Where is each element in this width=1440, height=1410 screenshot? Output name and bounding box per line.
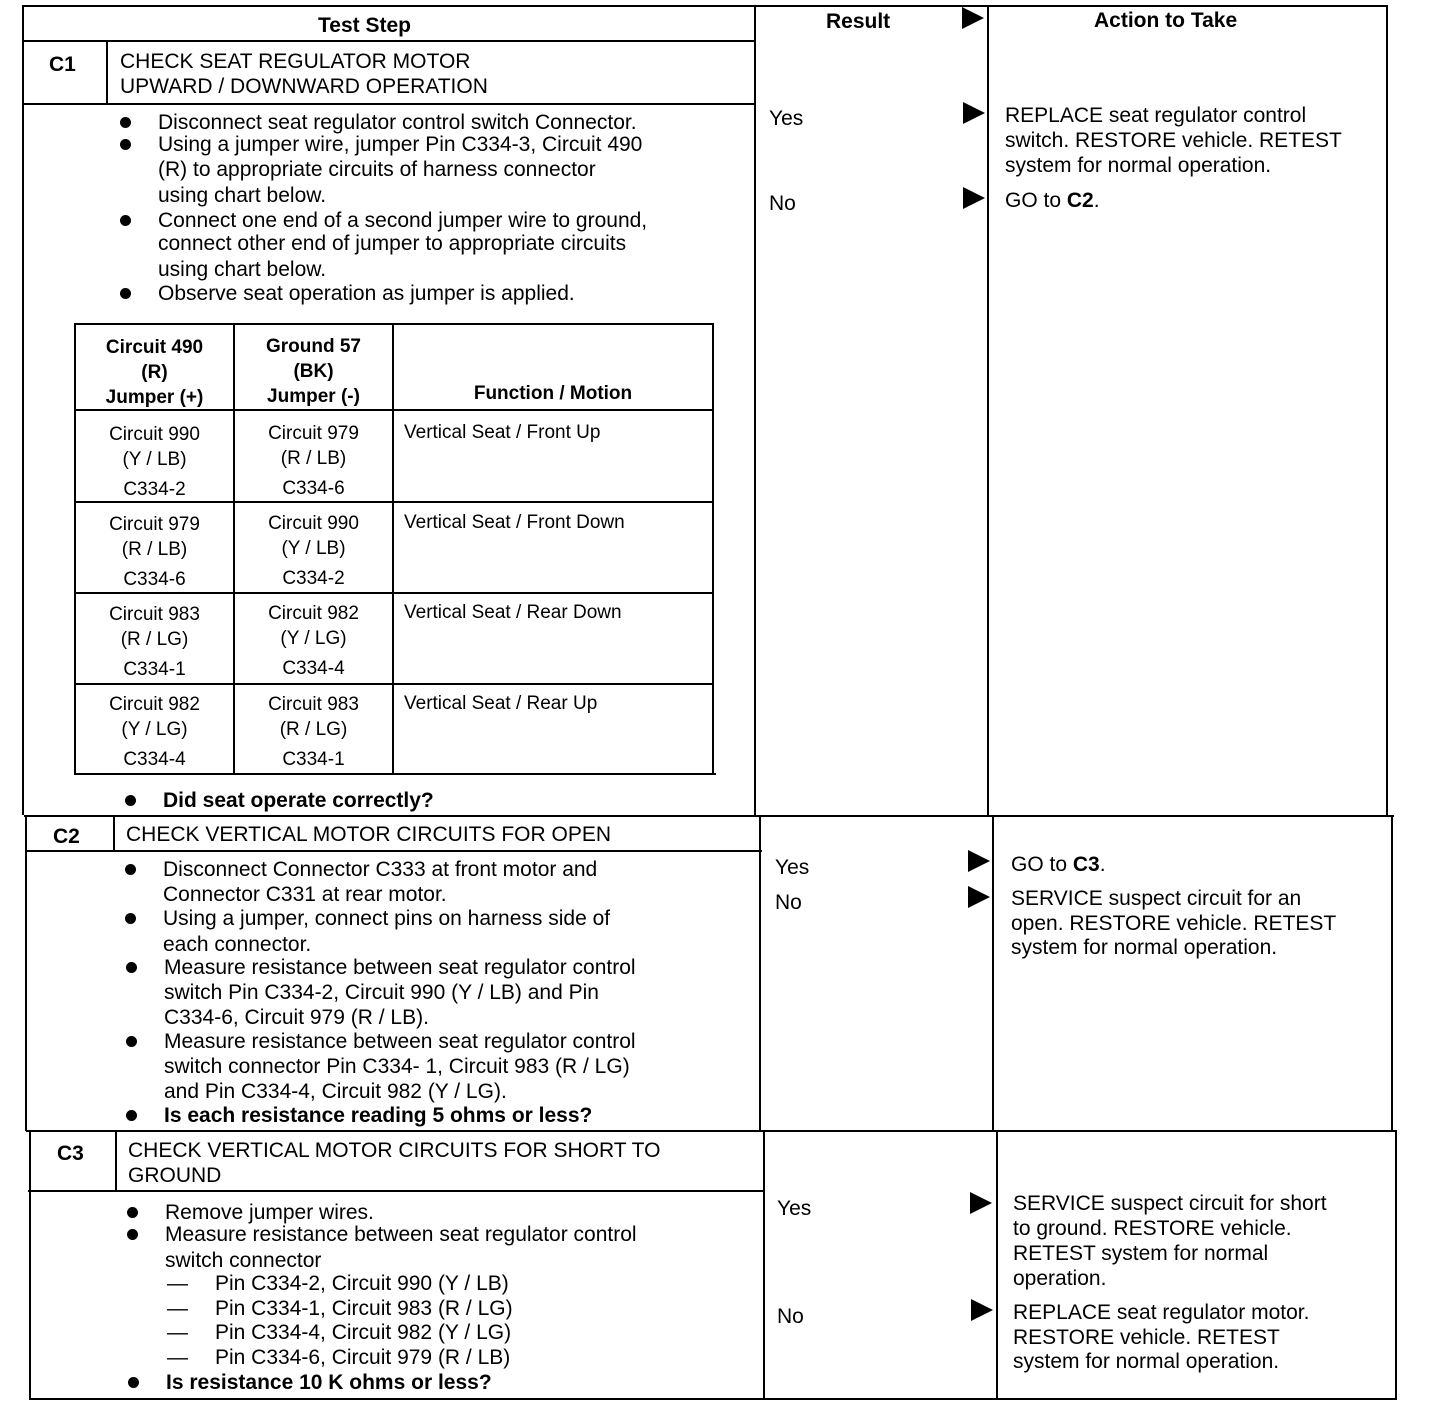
chart-cell-negative: Circuit 990 (Y / LB) C334-2 [268,513,359,589]
chart-header-positive: Circuit 490 (R) Jumper (+) [105,337,204,408]
step-title-c1: CHECK SEAT REGULATOR MOTOR [120,50,471,73]
bullet-icon [120,288,131,299]
bullet-icon [127,1229,138,1240]
diagnostic-test-page: Test Step Result Action to Take C1 CHECK SEAT REGULATOR MOTOR UPWARD / DOWNWARD OPERATION Disconnect seat regulator control switch Connector. Using a jumper wire, jumper Pin C334-3, Circuit 490 (R) to appropriate circuits of harness connector using chart below. Connect one end of a second jumper wire to ground, connect other end of jumper to appropriate circuits using chart below. Observe seat operation as jumper is applied. Circuit 490 (R) Jumper (+) Ground 57 (BK) Jumper (-) Function / Motion Circuit 990 (Y / LB) C334-2 Circuit 979 (R / LB) C334-6 Vertical Seat / Front Up Circuit 979 (R / LB) C334-6 Circuit 990 (Y / LB) C334-2 Vertical Seat / Front Down Circuit 983 (R / LG) C334-1 Circuit 982 (Y / LG) C334-4 Vertical Seat / Rear Down Circuit 982 (Y / LG) C334-4 Circuit 983 (R / LG) C334-1 Vertical Seat / Rear Up Did seat operate correctly? Yes REPLACE seat regulator control switch. RESTORE vehicle. RETEST system for normal operation. No GO to C2. C2 CHECK VERTICAL MOTOR CIRCUITS FOR OPEN Disconnect Connector C333 at front motor and Connector C331 at rear motor. Using a jumper, connect pins on harness side of each connector. Measure resistance between seat regulator control switch Pin C334-2, Circuit 990 (Y / LB) and Pin C334-6, Circuit 979 (R / LB). Measure resistance between seat regulator control switch connector Pin C334- 1, Circuit 983 (R / LG) and Pin C334-4, Circuit 982 (Y / LG). Is each resistance reading 5 ohms or less? Yes GO to C3. No SERVICE suspect circuit for an open. RESTORE vehicle. RETEST system for normal operation. C3 CHECK VERTICAL MOTOR CIRCUITS FOR SHORT TO GROUND Remove jumper wires. Measure resistance between seat regulator control switch connector — Pin C334-2, Circuit 990 (Y / LB) — Pin C334-1, Circuit 983 (R / LG) — Pin C334-4, Circuit 982 (Y / LG) — Pin C334-6, Circuit 979 (R / LB) Is resistance 10 K ohms or less? Yes SERVICE suspect circuit for short to ground. RESTORE vehicle. RETEST system for normal operation. No REPLACE seat regulator motor. RESTORE vehicle. RETEST system for normal operation. [0,0,1440,1410]
action-text: SERVICE suspect circuit for an [1011,887,1302,910]
arrow-icon [963,187,985,209]
action-goto: GO to C2. [1005,189,1100,212]
result-yes: Yes [769,107,804,130]
bullet-continuation: Connector C331 at rear motor. [163,883,447,906]
result-no: No [777,1305,804,1328]
bullet-continuation: using chart below. [158,258,327,281]
bullet-icon [125,913,136,924]
arrow-icon [970,1192,992,1214]
goto-step-link[interactable]: C3 [1072,853,1100,876]
step-title-c2: CHECK VERTICAL MOTOR CIRCUITS FOR OPEN [126,823,611,846]
chart-cell-positive: Circuit 983 (R / LG) C334-1 [109,604,200,680]
step-title-c3: CHECK VERTICAL MOTOR CIRCUITS FOR SHORT TO [128,1139,661,1162]
step-title-c3: GROUND [128,1164,222,1187]
bullet-icon [126,962,137,973]
bullet-icon [127,1207,138,1218]
arrow-icon [971,1299,993,1321]
goto-step-link[interactable]: C2 [1066,189,1094,212]
action-text: REPLACE seat regulator motor. [1013,1301,1310,1324]
bullet-icon [126,1110,137,1121]
chart-cell-function: Vertical Seat / Front Up [404,422,601,443]
result-yes: Yes [775,856,810,879]
bullet-continuation: each connector. [163,933,312,956]
chart-cell-positive: Circuit 979 (R / LB) C334-6 [109,514,200,590]
result-no: No [775,891,802,914]
bullet-icon [125,795,136,806]
chart-cell-positive: Circuit 982 (Y / LG) C334-4 [109,694,200,770]
action-text: RESTORE vehicle. RETEST [1013,1326,1280,1349]
bullet-icon [120,215,131,226]
bullet-icon [126,1036,137,1047]
action-text: system for normal operation. [1011,936,1278,959]
header-result: Result [826,10,891,33]
arrow-icon [968,886,990,908]
header-action: Action to Take [1094,9,1238,32]
chart-cell-negative: Circuit 982 (Y / LG) C334-4 [268,603,359,679]
step-code-c2: C2 [53,825,80,848]
bullet-icon [125,864,136,875]
action-text: open. RESTORE vehicle. RETEST [1011,912,1337,935]
action-text: switch. RESTORE vehicle. RETEST [1005,129,1342,152]
step-code-c1: C1 [49,53,76,76]
chart-cell-positive: Circuit 990 (Y / LB) C334-2 [109,424,200,500]
arrow-icon [968,850,990,872]
header-test-step: Test Step [318,14,411,37]
bullet-continuation: switch connector Pin C334- 1, Circuit 983 (R / LG) [164,1055,630,1078]
action-goto: GO to C3. [1011,853,1106,876]
chart-header-function: Function / Motion [473,383,633,404]
result-yes: Yes [777,1197,812,1220]
chart-cell-negative: Circuit 979 (R / LB) C334-6 [268,423,359,499]
bullet-continuation: switch connector [165,1249,322,1272]
bullet-continuation: switch Pin C334-2, Circuit 990 (Y / LB) and Pin [164,981,599,1004]
action-text: operation. [1013,1267,1107,1290]
chart-cell-negative: Circuit 983 (R / LG) C334-1 [268,694,359,770]
arrow-icon [963,102,985,124]
action-text: REPLACE seat regulator control [1005,104,1307,127]
action-text: SERVICE suspect circuit for short [1013,1192,1327,1215]
result-no: No [769,192,796,215]
bullet-continuation: (R) to appropriate circuits of harness connector [158,158,596,181]
step-title-c1: UPWARD / DOWNWARD OPERATION [120,75,488,98]
action-text: system for normal operation. [1013,1350,1280,1373]
bullet-continuation: C334-6, Circuit 979 (R / LB). [164,1006,429,1029]
chart-cell-function: Vertical Seat / Front Down [404,512,625,533]
step-code-c3: C3 [57,1142,84,1165]
bullet-continuation: and Pin C334-4, Circuit 982 (Y / LG). [164,1080,507,1103]
chart-header-negative: Ground 57 (BK) Jumper (-) [265,336,361,407]
bullet-icon [120,117,131,128]
bullet-icon [128,1377,139,1388]
action-text: RETEST system for normal [1013,1242,1269,1265]
chart-cell-function: Vertical Seat / Rear Down [404,602,622,623]
action-text: system for normal operation. [1005,154,1272,177]
action-text: to ground. RESTORE vehicle. [1013,1217,1292,1240]
bullet-icon [120,139,131,150]
bullet-continuation: connect other end of jumper to appropriate circuits [158,232,627,255]
bullet-continuation: using chart below. [158,184,327,207]
chart-cell-function: Vertical Seat / Rear Up [404,693,598,714]
header-arrow-icon [962,7,984,29]
